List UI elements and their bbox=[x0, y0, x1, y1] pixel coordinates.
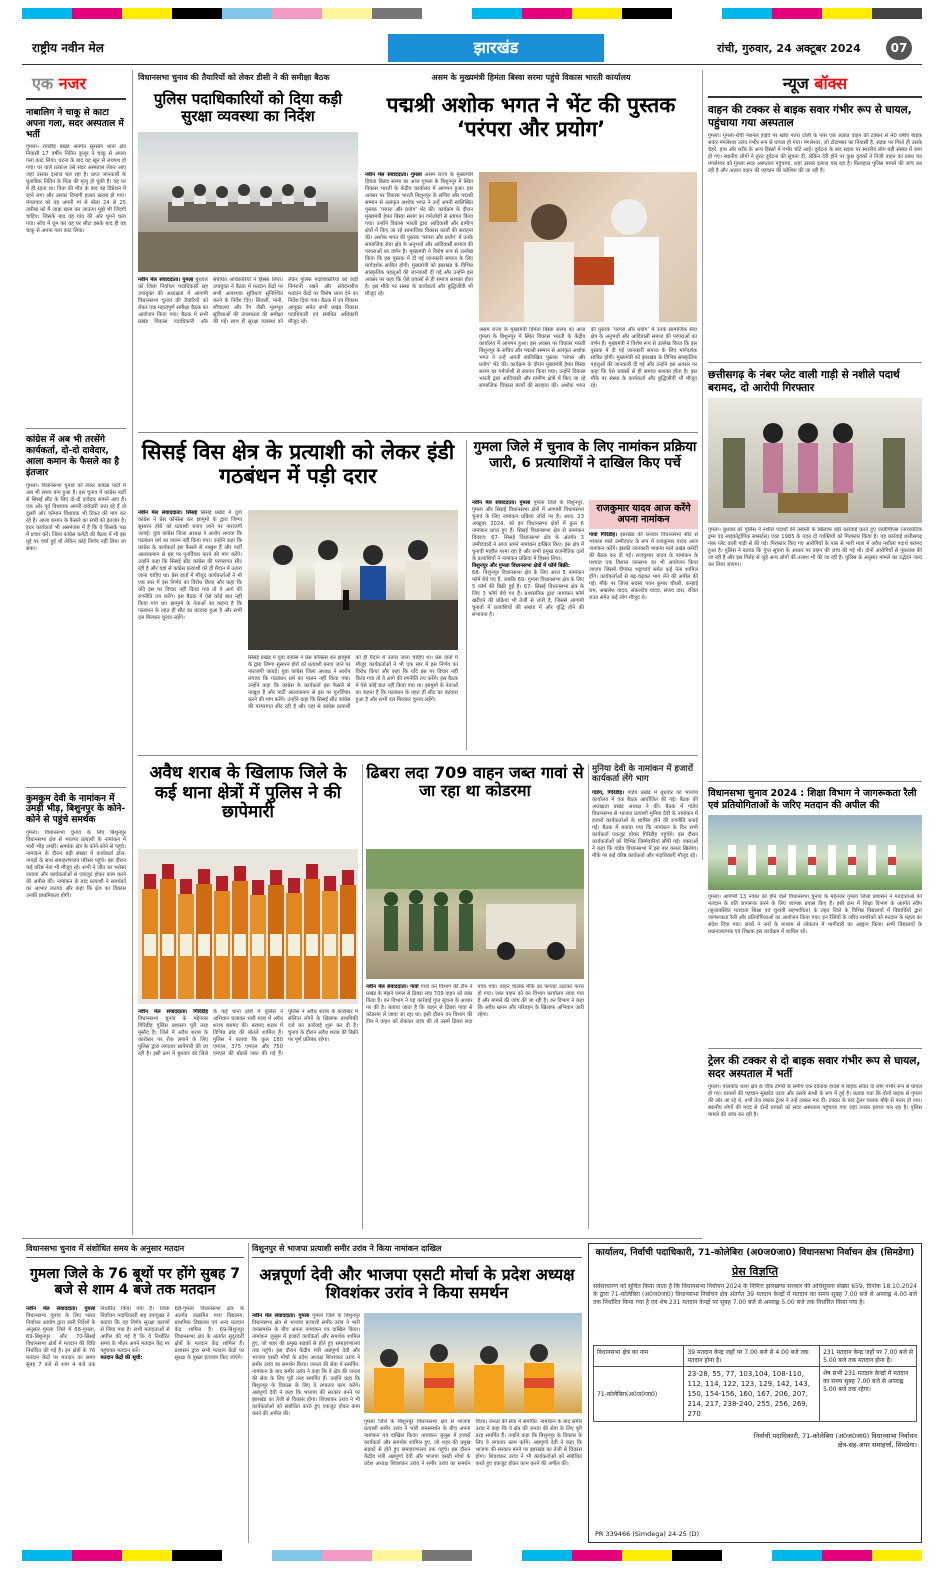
story-liquor-body-wrap bbox=[138, 1009, 358, 1229]
masthead bbox=[22, 34, 922, 62]
news-box-story3-body: गुमला। आगामी 13 नवंबर को होने वाले विधानसभा चुनाव के मद्देनजर गुमला जिला प्रशासन ने मतदाताओं को मतदान के प्रति जागरूक करने के लिए व्यापक प्रयास किए हैं। इसी क्रम में शिक्षा विभाग के अंतर्गत स्वीप (सुव्यवस्थित मतदाता शिक्षा एवं चुनावी सहभागिता) के तहत जिले के विभिन्न विद्यालयों में विद्यार्थियों द्वारा जागरूकता रैली और प्रतियोगिताओं का आयोजन किया गया। इन रैलियों के जरिए नागरिकों को मतदान के महत्व का संदेश दिया गया। छात्रों ने नारों के माध्यम से लोकतंत्र में भागीदारी का आह्वान किया। सभी विद्यालयों के प्रधानाध्यापक एवं शिक्षक इस कार्यक्रम में शामिल रहे। bbox=[708, 894, 922, 936]
story-booths-subhead: मतदान केंद्रों की सूची: bbox=[100, 1355, 143, 1362]
story-dc-body-wrap bbox=[138, 277, 358, 427]
story-booths-kicker: विधानसभा चुनाव में संशोधित समय के अनुसार मतदान bbox=[26, 1243, 244, 1258]
story-annapurna bbox=[252, 1243, 582, 1543]
story-nomination-subhead: विशुनपुर और गुमला विधानसभा क्षेत्रों में फॉर्म बिक्री: bbox=[472, 563, 570, 569]
notice-table-col2-header: 39 मतदान केन्द्र जहाँ पर 7.00 बजे से 4.00 बजे तक मतदान होना है। bbox=[684, 1346, 820, 1367]
news-box-story4-headline: ट्रेलर की टक्कर से दो बाइक सवार गंभीर रूप से घायल, सदर अस्पताल में भर्ती bbox=[708, 1055, 921, 1080]
story-dhibra-dateline: नवीन मेल संवाददाता। गावां bbox=[366, 984, 419, 990]
story-booths-dateline: नवीन मेल संवाददाता। गुमला bbox=[26, 1306, 96, 1313]
news-box-story4-body: गुमला। पालकोट थाना क्षेत्र के चौक टोंगरी के समीप एक दर्दनाक हादसे में बाइक सवार दो लोग गंभीर रूप से घायल हो गए। घायलों की पहचान सुखदेव उरांव और उसके साथी के रूप में हुई है। बताया गया कि दोनों बाइक से गुमला की ओर आ रहे थे, तभी तेज रफ्तार ट्रेलर ने उन्हें टक्कर मार दी। टक्कर के बाद ट्रेलर चालक मौके से फरार हो गया। स्थानीय लोगों की मदद से दोनों घायलों को सदर अस्पताल पहुंचाया गया जहां उनका इलाज चल रहा है। पुलिस मामले की जांच कर रही है। bbox=[708, 1084, 922, 1119]
story-munia-body-wrap bbox=[592, 790, 698, 1230]
story-munia-dateline: गांडेय, गिरिडीह। bbox=[592, 790, 625, 797]
story-sisai-body-cont: सिसई प्रखंड में युवा कांग्रेस ने प्रेस कॉन्फ्रेंस कर झामुमो के द्वारा जिग्गा सुसारन होरो को प्रत्याशी बनाए जाने पर नाराजगी जताई। युवा कांग्रेस जिला अध्यक्ष ने आरोप लगाया कि गठबंधन धर्म का पालन नहीं किया गया। उन्होंने कहा कि कांग्रेस के कार्यकर्ता इस फैसले से नाखुश हैं और पार्टी आलाकमान से इस पर पुनर्विचार करने की मांग करेंगे। उन्होंने कहा कि सिसई सीट कांग्रेस की परंपरागत सीट रही है और यहां से कांग्रेस प्रत्याशी को ही मैदान में उतारा जाना चाहिए था। प्रेस वार्ता में मौजूद कार्यकर्ताओं ने भी एक स्वर में इस निर्णय का विरोध किया और कहा कि यदि इस पर विचार नहीं किया गया तो वे आगे की रणनीति तय करेंगे। इस बैठक में ऐसे कोई बात नहीं किया गया था। झामुमो के नेताओं का कहना है कि गठबंधन के तहत ही सीट का बंटवारा हुआ है और सभी दल मिलकर चुनाव लड़ेंगे। bbox=[248, 655, 458, 710]
ek-nazar-story3-body: गुमला। विधानसभा चुनाव के लिए बिशुनपुर विधानसभा क्षेत्र से भाजपा प्रत्याशी के नामांकन में भारी भीड़ उमड़ी। समर्थक क्षेत्र के कोने-कोने से पहुंचे। नामांकन के दौरान बड़ी संख्या में कार्यकर्ता ढोल-नगाड़ों के साथ समाहरणालय परिसर पहुंचे। इस दौरान कई वरिष्ठ नेता भी मौजूद रहे। सभी ने जीत का भरोसा जताया और कार्यकर्ताओं से एकजुट होकर काम करने की अपील की। नामांकन के बाद प्रत्याशी ने समर्थकों का आभार जताया और कहा कि क्षेत्र का विकास उनकी प्राथमिकता होगी। bbox=[26, 829, 126, 899]
notice-table-col3-header: 231 मतदान केन्द्र जहाँ पर 7.00 बजे से 5.00 बजे तक मतदान होना है। bbox=[820, 1346, 917, 1367]
story-liquor-body: विधानसभा चुनाव के मद्देनजर गिरिडीह पुलिस प्रशासन पूरी तरह मुस्तैद है। जिले में अवैध शराब के कारोबार पर रोक लगाने के लिए पुलिस द्वारा लगातार छापेमारी की जा रही है। इसी क्रम में बुधवार को जिले के कई थाना क्षेत्रों में पुलिस ने अभियान चलाकर भारी मात्रा में अवैध शराब बरामद की। बरामद शराब में विभिन्न ब्रांड की बोतलें शामिल हैं। पुलिस ने बताया कि कुल 180 एमएल, 375 एमएल और 750 एमएल की बोतलें जब्त की गई हैं। पुलिस ने अवैध शराब के कारोबार में संलिप्त लोगों के खिलाफ प्राथमिकी दर्ज कर कार्रवाई शुरू कर दी है। चुनाव के दौरान अवैध शराब की बिक्री पर पूर्ण प्रतिबंध रहेगा। bbox=[138, 1009, 358, 1057]
awareness-rally-photo bbox=[708, 815, 922, 890]
story-booths-headline: गुमला जिले के 76 बूथों पर होंगे सुबह 7 बजे से शाम 4 बजे तक मतदान bbox=[30, 1266, 240, 1299]
liquor-bottles-photo bbox=[138, 849, 358, 1004]
notice-signature: निर्वाची पदाधिकारी, 71-कोलेबिरा (अ0ज0जा0) विधानसभा निर्वाचन क्षेत्र-सह-अपर समाहर्त्ता, सिमडेगा। bbox=[753, 1432, 917, 1450]
page-number: 07 bbox=[886, 36, 912, 60]
story-nomination-headline: गुमला जिले में चुनाव के लिए नामांकन प्रक्रिया जारी, 6 प्रत्याशियों ने दाखिल किए पर्चे bbox=[473, 439, 697, 471]
story-booths-body: विधानसभा चुनाव के लिए भारत निर्वाचन आयोग द्वारा जारी निर्देशों के अनुसार गुमला जिले में 68-गुमला, 69-बिशुनपुर और 70-सिसई विधानसभा क्षेत्रों में मतदान की विधि निर्धारित की गई है। इन क्षेत्रों के 76 मतदान केंद्रों पर मतदान का समय सुबह 7 बजे से शाम 4 बजे तक निर्धारित किया गया है। जिला निर्वाचन पदाधिकारी सह उपायुक्त ने बताया कि यह निर्णय सुरक्षा कारणों से लिया गया है। सभी मतदाताओं से अपील की गई है कि वे निर्धारित समय के भीतर अपने मतदान केंद्र पर पहुंचकर मतदान करें। bbox=[26, 1306, 170, 1369]
notice-header: कार्यालय, निर्वाची पदाधिकारी, 71-कोलेबिरा (अ0ज0जा0) विधानसभा निर्वाचन क्षेत्र (सिमडेगा) bbox=[595, 1248, 915, 1258]
ek-nazar-story2-body: गुमला। विधानसभा चुनाव को लेकर कांग्रेस पार्टी में अब भी संशय बना हुआ है। इस चुनाव में कांग्रेस पार्टी से सिसई सीट के लिए दो-दो दावेदार सामने आए हैं। एक ओर पूर्व विधायक अपनी दावेदारी जता रहे हैं तो दूसरी ओर वर्तमान विधायक भी टिकट की मांग कर रहे हैं। आला कमान के फैसले का सभी को इंतजार है। इधर कार्यकर्ता भी असमंजस में हैं कि वे किसके पक्ष में प्रचार करें। जिला कांग्रेस कमेटी की बैठक में भी इस मुद्दे पर चर्चा हुई थी लेकिन कोई निर्णय नहीं लिया जा सका। bbox=[26, 482, 126, 552]
story-sisai-headline: सिसई विस क्षेत्र के प्रत्याशी को लेकर इंडी गठबंधन में पड़ी दरार bbox=[141, 440, 455, 489]
dc-meeting-photo bbox=[138, 132, 358, 272]
ashok-book-photo bbox=[479, 172, 697, 322]
story-annapurna-body-wrap bbox=[252, 1313, 360, 1543]
story-liquor-dateline: नवीन मेल संवाददाता। गिरिडीह bbox=[138, 1009, 208, 1015]
paper-name: राष्ट्रीय नवीन मेल bbox=[32, 41, 104, 55]
notice-table-col1-header: विधानसभा क्षेत्र का नाम bbox=[594, 1346, 684, 1367]
story-ashok-body-wrap bbox=[365, 172, 473, 427]
notice-title: प्रेस विज्ञप्ति bbox=[731, 1265, 779, 1279]
sisai-press-photo bbox=[248, 510, 458, 650]
story-munia-body: गांडेय प्रखंड में बुधवार को भाजपा कार्यालय में एक बैठक आयोजित की गई। बैठक की अध्यक्षता प्रखंड अध्यक्ष ने की। बैठक में गांडेय विधानसभा से भाजपा प्रत्याशी मुनिया देवी के नामांकन में हजारों कार्यकर्ताओं के शामिल होने की रणनीति बनाई गई। बैठक में बताया गया कि नामांकन के दिन सभी कार्यकर्ता एकजुट होकर गिरिडीह पहुंचेंगे। इस दौरान कार्यकर्ताओं को विभिन्न जिम्मेदारियां सौंपी गईं। वक्ताओं ने कहा कि गांडेय विधानसभा में इस बार कमल खिलेगा। मौके पर कई वरिष्ठ कार्यकर्ता और पदाधिकारी मौजूद रहे। bbox=[592, 790, 698, 860]
story-dc-kicker: विधानसभा चुनाव की तैयारियों को लेकर डीसी ने की समीक्षा बैठक bbox=[138, 73, 330, 82]
notice-table-row-rest: शेष सभी 231 मतदान केन्द्रों में मतदान का समय सुबह 7.00 बजे से अपराह्न 5.00 बजे तक रहेगा। bbox=[820, 1367, 917, 1422]
story-nomination-dateline: नवीन मेल संवाददाता। गुमला bbox=[472, 500, 531, 506]
notice-table-row-booths: 23-28, 55, 77, 103,104, 108-110, 112, 114, 122, 123, 129, 142, 143, 150, 154-156, 160, 167, 206, 207, 214, 217, 238-240, 255, 256, 269, 270 bbox=[684, 1367, 820, 1422]
story-ashok-headline: पद्मश्री अशोक भगत ने भेंट की पुस्तक ‘परंपरा और प्रयोग’ bbox=[386, 93, 676, 142]
story-annapurna-body: गुमला जिले के बिशुनपुर विधानसभा क्षेत्र से भाजपा प्रत्याशी समीर उरांव ने भारी जनसमर्थन के बीच अपना नामांकन पत्र दाखिल किया। नामांकन जुलूस में हजारों कार्यकर्ता और समर्थक शामिल हुए, जो शहर की प्रमुख सड़कों से होते हुए समाहरणालय तक पहुंचे। इस दौरान केंद्रीय मंत्री अन्नपूर्णा देवी और भाजपा एसटी मोर्चा के प्रदेश अध्यक्ष शिवशंकर उरांव ने समीर उरांव का समर्थन किया। जनता की सेवा में समर्पित: नामांकन के बाद समीर उरांव ने कहा कि वे क्षेत्र की जनता की सेवा के लिए पूरी तरह समर्पित हैं। उन्होंने कहा कि बिशुनपुर के विकास के लिए वे लगातार काम करेंगे। अन्नपूर्णा देवी ने कहा कि भाजपा की सरकार बनने पर झारखंड का तेजी से विकास होगा। शिवशंकर उरांव ने भी कार्यकर्ताओं को संबोधित करते हुए एकजुट होकर काम करने की अपील की। bbox=[252, 1313, 360, 1417]
section-name: झारखंड bbox=[388, 34, 604, 62]
story-annapurna-dateline: नवीन मेल संवाददाता। गुमला bbox=[252, 1313, 310, 1319]
ek-nazar-label-a: एक bbox=[32, 74, 54, 93]
story-annapurna-body2 bbox=[364, 1419, 582, 1543]
story-ashok-bhagat bbox=[365, 72, 697, 427]
story-sisai-dateline: नवीन मेल संवाददाता। सिसई bbox=[138, 510, 198, 516]
story-nomination-body2: 68- विशुनपुर विधानसभा क्षेत्र के लिए आज 5 नामांकन फॉर्म बेचे गए हैं, जबकि 69- गुमला विधानसभा क्षेत्र के लिए 5 फॉर्म की बिक्री हुई है। 67- सिसई विधानसभा क्षेत्र के लिए 3 फॉर्म बेचे गए हैं। प्रशासनिक द्वारा नामांकन फॉर्म खरीदने की प्रक्रिया भी तेजी से जारी है, जिससे आगामी चुनावों में प्रत्याशियों की संख्या में और वृद्धि होने की संभावना है। bbox=[472, 570, 584, 618]
story-rajkumar-body: झारखंड की धनवार विधानसभा सीट से भाकपा माले उम्मीदवार के रूप में राजकुमार यादव आज नामांकन करेंगे। इसकी जानकारी भाकपा माले प्रखंड कमेटी की बैठक कर दी गई। राजकुमार यादव के नामांकन के पश्चात एक विशाल जनसभा का भी आयोजन किया जाएगा जिसमें दीपंकर भट्टाचार्य समेत कई नेता शामिल होंगे। कार्यकर्ताओं से बढ़-चढ़कर भाग लेने की अपील की गई। मौके पर जिला सदस्य पवन कुमार चौधरी, कन्हाई राम, अखलेश यादव, सकलदेव यादव, संजय दास, रंजित राउत समेत कई लोग मौजूद थे। bbox=[589, 531, 698, 601]
story-dc-review bbox=[138, 72, 358, 427]
story-dhibra-body: गावां वन विभाग की टीम ने प्रखंड के मंझने जंगल से ढिबरा लदा 709 वाहन को जब्त किया है। वन विभाग ने यह कार्रवाई गुप्त सूचना के आधार पर की है। बताया जाता है कि वाहन से ढिबरा गावां से कोडरमा ले जाया जा रहा था। इसी दौरान वन विभाग की टीम ने वाहन को रोककर जांच की तो उसमें ढिबरा लदा पाया गया। वाहन चालक मौके का फायदा उठाकर फरार हो गया। जब्त वाहन को वन विभाग कार्यालय लाया गया है और मामले की जांच की जा रही है। वन विभाग ने कहा कि अवैध खनन और परिवहन के खिलाफ अभियान जारी रहेगा। bbox=[366, 984, 584, 1025]
story-sisai-body-wrap bbox=[138, 510, 242, 750]
story-dc-headline: पुलिस पदाधिकारियों को दिया कड़ी सुरक्षा व्यवस्था का निर्देश bbox=[153, 90, 343, 126]
story-booths bbox=[26, 1243, 244, 1543]
ek-nazar-label bbox=[26, 72, 126, 100]
story-dhibra-body-wrap bbox=[366, 984, 584, 1229]
story-dc-body: बुधवार को जिला निर्वाचन पदाधिकारी सह उपायुक्त की अध्यक्षता में आगामी विधानसभा चुनाव की तैयारियों को लेकर एक महत्वपूर्ण समीक्षा बैठक का आयोजन किया गया। बैठक में सभी प्रखंड विकास पदाधिकारी और संबंधित अधिकारियों ने हिस्सा लिया। उपायुक्त ने बैठक में मतदान केंद्रों पर सभी आवश्यक सुविधाएं सुनिश्चित करने के निर्देश दिए। बिजली, पानी, शौचालय और रैंप जैसी मूलभूत सुविधाओं की उपलब्धता की समीक्षा की गई। साथ ही सुरक्षा व्यवस्था को लेकर पुलिस पदाधिकारियों को कड़ी निगरानी रखने और संवेदनशील मतदान केंद्रों पर विशेष ध्यान देने का निर्देश दिया गया। बैठक में उप विकास आयुक्त समेत सभी प्रखंड विकास पदाधिकारी एवं संबंधित अधिकारी मौजूद रहे। bbox=[138, 277, 358, 325]
story-rajkumar-headline: राजकुमार यादव आज करेंगे अपना नामांकन bbox=[596, 503, 691, 526]
notice-pr-number: PR 339466 (Simdega) 24-25 (D) bbox=[595, 1530, 700, 1538]
story-ashok-body: असम राज्य के मुख्यमंत्री हिमंता बिस्वा सरमा का आज गुमला के बिशुनपुर में स्थित विकास भारती के केंद्रीय कार्यालय में आगमन हुआ। इस अवसर पर विकास भारती बिशुनपुर के सचिव और पद्मश्री सम्मान से अलंकृत अशोक भगत ने उन्हें अपनी स्वलिखित पुस्तक ‘परंपरा और प्रयोग’ भेंट की। कार्यक्रम के दौरान मुख्यमंत्री हेमंत बिस्वा सरमा का गर्मजोशी से स्वागत किया गया। उन्होंने विकास भारती द्वारा आदिवासी और ग्रामीण क्षेत्रों में किए जा रहे सामाजिक विकास कार्यों की सराहना की। अशोक भगत की पुस्तक ‘परंपरा और प्रयोग’ में उनके सामाजिक सेवा क्षेत्र के अनुभवों और आदिवासी समाज की परंपराओं का वर्णन है। मुख्यमंत्री ने विशेष रूप से उल्लेख किया कि इस पुस्तक में दी गई जानकारी समाज के लिए मार्गदर्शक साबित होगी। मुख्यमंत्री को झारखंड के विभिन्न सांस्कृतिक पहलुओं की जानकारी दी गई और उन्होंने इस अवसर पर कहा कि ऐसे प्रयासों से ही समाज सशक्त होता है। इस मौके पर संस्था के कार्यकर्ता और बुद्धिजीवी भी मौजूद रहे। bbox=[365, 172, 473, 297]
story-annapurna-headline: अन्नपूर्णा देवी और भाजपा एसटी मोर्चा के प्रदेश अध्यक्ष शिवशंकर उरांव ने किया समर्थन bbox=[259, 1265, 575, 1303]
story-rajkumar-body-wrap bbox=[589, 532, 698, 732]
ek-nazar-story1-headline: नाबालिग ने चाकू से काटा अपना गला, सदर अस्पताल में भर्ती bbox=[26, 108, 124, 140]
annapurna-rally-photo bbox=[364, 1313, 582, 1413]
story-sisai-body: सिसई प्रखंड में युवा कांग्रेस ने प्रेस कॉन्फ्रेंस कर झामुमो के द्वारा जिग्गा सुसारन होरो को प्रत्याशी बनाए जाने पर नाराजगी जताई। युवा कांग्रेस जिला अध्यक्ष ने आरोप लगाया कि गठबंधन धर्म का पालन नहीं किया गया। उन्होंने कहा कि कांग्रेस के कार्यकर्ता इस फैसले से नाखुश हैं और पार्टी आलाकमान से इस पर पुनर्विचार करने की मांग करेंगे। उन्होंने कहा कि सिसई सीट कांग्रेस की परंपरागत सीट रही है और यहां से कांग्रेस प्रत्याशी को ही मैदान में उतारा जाना चाहिए था। प्रेस वार्ता में मौजूद कार्यकर्ताओं ने भी एक स्वर में इस निर्णय का विरोध किया और कहा कि यदि इस पर विचार नहीं किया गया तो वे आगे की रणनीति तय करेंगे। इस बैठक में ऐसे कोई बात नहीं किया गया था। झामुमो के नेताओं का कहना है कि गठबंधन के तहत ही सीट का बंटवारा हुआ है और सभी दल मिलकर चुनाव लड़ेंगे। bbox=[138, 510, 242, 621]
story-ashok-body2 bbox=[479, 327, 697, 427]
story-annapurna-body-cont: गुमला जिले के बिशुनपुर विधानसभा क्षेत्र से भाजपा प्रत्याशी समीर उरांव ने भारी जनसमर्थन के बीच अपना नामांकन पत्र दाखिल किया। नामांकन जुलूस में हजारों कार्यकर्ता और समर्थक शामिल हुए, जो शहर की प्रमुख सड़कों से होते हुए समाहरणालय तक पहुंचे। इस दौरान केंद्रीय मंत्री अन्नपूर्णा देवी और भाजपा एसटी मोर्चा के प्रदेश अध्यक्ष शिवशंकर उरांव ने समीर उरांव का समर्थन किया। जनता की सेवा में समर्पित: नामांकन के बाद समीर उरांव ने कहा कि वे क्षेत्र की जनता की सेवा के लिए पूरी तरह समर्पित हैं। उन्होंने कहा कि बिशुनपुर के विकास के लिए वे लगातार काम करेंगे। अन्नपूर्णा देवी ने कहा कि भाजपा की सरकार बनने पर झारखंड का तेजी से विकास होगा। शिवशंकर उरांव ने भी कार्यकर्ताओं को संबोधित करते हुए एकजुट होकर काम करने की अपील की। bbox=[364, 1419, 582, 1467]
story-munia bbox=[592, 764, 698, 1244]
news-box-label-b: बॉक्स bbox=[814, 74, 848, 93]
story-sisai bbox=[138, 440, 458, 750]
story-munia-headline: मुनिया देवी के नामांकन में हजारों कार्यकर्ता लेंगे भाग bbox=[592, 764, 694, 785]
rajkumar-box bbox=[589, 500, 698, 750]
story-dc-dateline: नवीन मेल संवाददाता। गुमला bbox=[138, 277, 194, 283]
notice-table-row-name: 71-कोलेबिरा(अ0ज0जा0) bbox=[594, 1367, 684, 1422]
registration-strip-top bbox=[22, 8, 922, 19]
story-nomination bbox=[472, 440, 698, 750]
story-nomination-body: गुमला जिले के विशुनपुर, गुमला और सिसई विधानसभा क्षेत्रों में आगामी विधानसभा चुनाव के लिए नामांकन प्रक्रिया जोरों पर है। आज, 23 अक्टूबर 2024, को इन विधानसभा क्षेत्रों में कुल 6 नामांकन प्राप्त हुए हैं। सिसई विधानसभा क्षेत्र से नामांकन विवरण: 67- सिसई विधानसभा क्षेत्र के अंतर्गत 3 उम्मीदवारों ने आज अपने नामांकन दाखिल किए। इस क्षेत्र में चुनावी माहौल गरमा रहा है और सभी प्रमुख राजनीतिक दलों के प्रत्याशियों ने नामांकन प्रक्रिया में हिस्सा लिया। bbox=[472, 500, 584, 562]
story-liquor-headline: अवैध शराब के खिलाफ जिले के कई थाना क्षेत्रों में पुलिस ने की छापेमारी bbox=[149, 763, 347, 823]
story-ashok-dateline: नवीन मेल संवाददाता। गुमला bbox=[365, 172, 422, 178]
story-sisai-body2 bbox=[248, 655, 458, 750]
news-box-story1-body: गुमला। गुमला-रांची नेशनल हाईवे पर खोरा पतरा टोली के पास एक अज्ञात वाहन की टक्कर से 40 वर्षीय बाइक सवार मंगलेश्वर उरांव गंभीर रूप से घायल हो गया। मंगलेश्वर, जो टोटाम्बार का निवासी है, सड़क पर गिरते ही उसके चेहरे, हाथ और शरीर के अन्य हिस्सों में गंभीर चोटें आईं। दुर्घटना के बाद सड़क पर स्थानीय लोग बड़ी संख्या में जमा हो गए। स्थानीय लोगों ने तुरंत दुर्घटना की सूचना दी, लेकिन देरी होने पर कुछ युवकों ने निजी वाहन का प्रबंध कर मंगलेश्वर को गुमला सदर अस्पताल पहुंचाया, जहां उसका इलाज चल रहा है। फिलहाल पुलिस मामले की जांच कर रही है और अज्ञात वाहन की पहचान की कोशिश की जा रही है। bbox=[708, 133, 922, 175]
story-ashok-kicker: असम के मुख्यमंत्री हिमंता बिस्वा सरमा पहुंचे विकास भारती कार्यालय bbox=[431, 73, 631, 82]
rajkumar-headline-box bbox=[589, 500, 698, 529]
notice-body: सर्वसाधारण को सूचित किया जाता है कि विधानसभा निर्वाचन 2024 के निमित्त झारखण्ड सरकार की अधिसूचना संख्या 659, दिनांक 18.10.2024 के द्वारा 71-कोलेबिरा (अ0ज0जा0) विधानसभा निर्वाचन क्षेत्र अंतर्गत 39 मतदान केन्द्रों में मतदान का समय सुबह 7.00 बजे से अपराह्न 4.00 बजे तक निर्धारित किया गया है एवं शेष 231 मतदान केन्द्रों पर सुबह 7.00 बजे से अपराह्न 5.00 बजे तक निर्धारित किया गया है। bbox=[593, 1283, 917, 1307]
drugs-arrest-photo bbox=[708, 398, 922, 523]
news-box-story1-headline: वाहन की टक्कर से बाइक सवार गंभीर रूप से घायल, पहुंचाया गया अस्पताल bbox=[708, 104, 912, 129]
news-box-label bbox=[708, 72, 922, 98]
news-box-story2-body: गुमला। बुधवार को पुलिस ने नशीले पदार्थों की तस्करी के खिलाफ बड़ी कार्रवाई करते हुए एनडीपीएस (नारकोटिक ड्रग्स एंड साइकोट्रोपिक सब्सटेंस) एक्ट 1985 के तहत दो व्यक्तियों को गिरफ्तार किया है। यह कार्रवाई छत्तीसगढ़ नंबर प्लेट वाली गाड़ी से की गई। गिरफ्तार किए गए आरोपियों के पास से भारी मात्रा में अवैध नशीला पदार्थ बरामद हुआ है। पुलिस ने बताया कि गुप्त सूचना के आधार पर वाहन की जांच की गई थी। दोनों आरोपियों से पूछताछ की जा रही है और इस गिरोह से जुड़े अन्य लोगों की तलाश भी की जा रही है। पुलिस के अनुसार मामले का उद्भेदन जल्द कर लिया जाएगा। bbox=[708, 527, 922, 569]
ek-nazar-story3-headline: कुमकुम देवी के नामांकन में उमड़ी भीड़, बिशुनपुर के कोने-कोने से पहुंचे समर्थक bbox=[26, 793, 126, 826]
story-liquor bbox=[138, 764, 358, 1229]
election-press-notice bbox=[588, 1243, 922, 1543]
story-dhibra-headline: ढिबरा लदा 709 वाहन जब्त गावां से जा रहा था कोडरमा bbox=[366, 763, 584, 801]
news-box-story2-headline: छत्तीसगढ़ के नंबर प्लेट वाली गाड़ी से नशीले पदार्थ बरामद, दो आरोपी गिरफ्तार bbox=[708, 369, 900, 394]
story-booths-body2: 68-गुमला विधानसभा क्षेत्र के अंतर्गत उत्क्रमित मध्य विद्यालय, प्राथमिक विद्यालय एवं अन्य मतदान केंद्र शामिल हैं। 69-बिशुनपुर विधानसभा क्षेत्र के अंतर्गत सुदूरवर्ती क्षेत्रों के मतदान केंद्र शामिल हैं। प्रशासन द्वारा सभी मतदान केंद्रों पर सुरक्षा के पुख्ता इंतजाम किए जाएंगे। bbox=[174, 1306, 244, 1362]
registration-strip-bottom bbox=[22, 1550, 922, 1561]
ek-nazar-story2-headline: कांग्रेस में अब भी तरसेंगे कार्यकर्ता, दो-दो दावेदार, आला कमान के फैसले का है इंतजार bbox=[26, 435, 119, 478]
story-booths-body-wrap bbox=[26, 1306, 244, 1526]
news-box-story3-headline: विधानसभा चुनाव 2024 : शिक्षा विभाग ने जागरूकता रैली एवं प्रतियोगिताओं के जरिए मतदान की अपील की bbox=[708, 788, 917, 811]
story-rajkumar-dateline: गावां गिरिडीह। bbox=[589, 531, 618, 538]
news-box-column bbox=[708, 72, 922, 1242]
ek-nazar-label-b: नजर bbox=[58, 74, 87, 93]
story-nomination-body-wrap bbox=[472, 500, 584, 750]
story-ashok-body-cont: असम राज्य के मुख्यमंत्री हिमंता बिस्वा सरमा का आज गुमला के बिशुनपुर में स्थित विकास भारती के केंद्रीय कार्यालय में आगमन हुआ। इस अवसर पर विकास भारती बिशुनपुर के सचिव और पद्मश्री सम्मान से अलंकृत अशोक भगत ने उन्हें अपनी स्वलिखित पुस्तक ‘परंपरा और प्रयोग’ भेंट की। कार्यक्रम के दौरान मुख्यमंत्री हेमंत बिस्वा सरमा का गर्मजोशी से स्वागत किया गया। उन्होंने विकास भारती द्वारा आदिवासी और ग्रामीण क्षेत्रों में किए जा रहे सामाजिक विकास कार्यों की सराहना की। अशोक भगत की पुस्तक ‘परंपरा और प्रयोग’ में उनके सामाजिक सेवा क्षेत्र के अनुभवों और आदिवासी समाज की परंपराओं का वर्णन है। मुख्यमंत्री ने विशेष रूप से उल्लेख किया कि इस पुस्तक में दी गई जानकारी समाज के लिए मार्गदर्शक साबित होगी। मुख्यमंत्री को झारखंड के विभिन्न सांस्कृतिक पहलुओं की जानकारी दी गई और उन्होंने इस अवसर पर कहा कि ऐसे प्रयासों से ही समाज सशक्त होता है। इस मौके पर संस्था के कार्यकर्ता और बुद्धिजीवी भी मौजूद रहे। bbox=[479, 327, 697, 389]
dhibra-vehicle-photo bbox=[366, 849, 584, 979]
story-dhibra bbox=[366, 764, 584, 1229]
date-line: रांची, गुरुवार, 24 अक्टूबर 2024 bbox=[717, 42, 861, 55]
ek-nazar-story1-body: गुमला। रायडीह प्रखंड अंतर्गत सुरसांग थाना क्षेत्र निवासी 17 वर्षीय नितिन कुजूर ने चाकू से अपना गला काट लिया। घटना के बाद वह खून से लथपथ हो गया। घर वाले तत्काल उसे सदर अस्पताल लेकर आए जहां उसका इलाज चल रहा है। प्राप्त जानकारी के मुताबिक नितिन के पिता की मृत्यु हो चुकी है। वह घर में ही रहता था। पिता की मौत के बाद वह डिप्रेशन में रहने लगा और उसका दिमागी हालत खराब हो गया। मंगलवार को वह अपनी मां से बोला 24 से 25 तारीख को मैं जाड़ा खत्म कर जाऊंगा मुझे भी जिंदगी चाहिए। जिसके बाद वह गांव की ओर घूमने चला गया। सोच में घूम कर वह घर लौटा इसके बाद ही वह चाकू से अपना गला काट लिया। bbox=[26, 144, 126, 235]
ek-nazar-column bbox=[26, 72, 126, 1237]
story-annapurna-kicker: विशुनपुर से भाजपा प्रत्याशी समीर उरांव ने किया नामांकन दाखिल bbox=[252, 1243, 582, 1258]
notice-table bbox=[593, 1345, 917, 1422]
news-box-label-a: न्यूज bbox=[782, 74, 809, 93]
